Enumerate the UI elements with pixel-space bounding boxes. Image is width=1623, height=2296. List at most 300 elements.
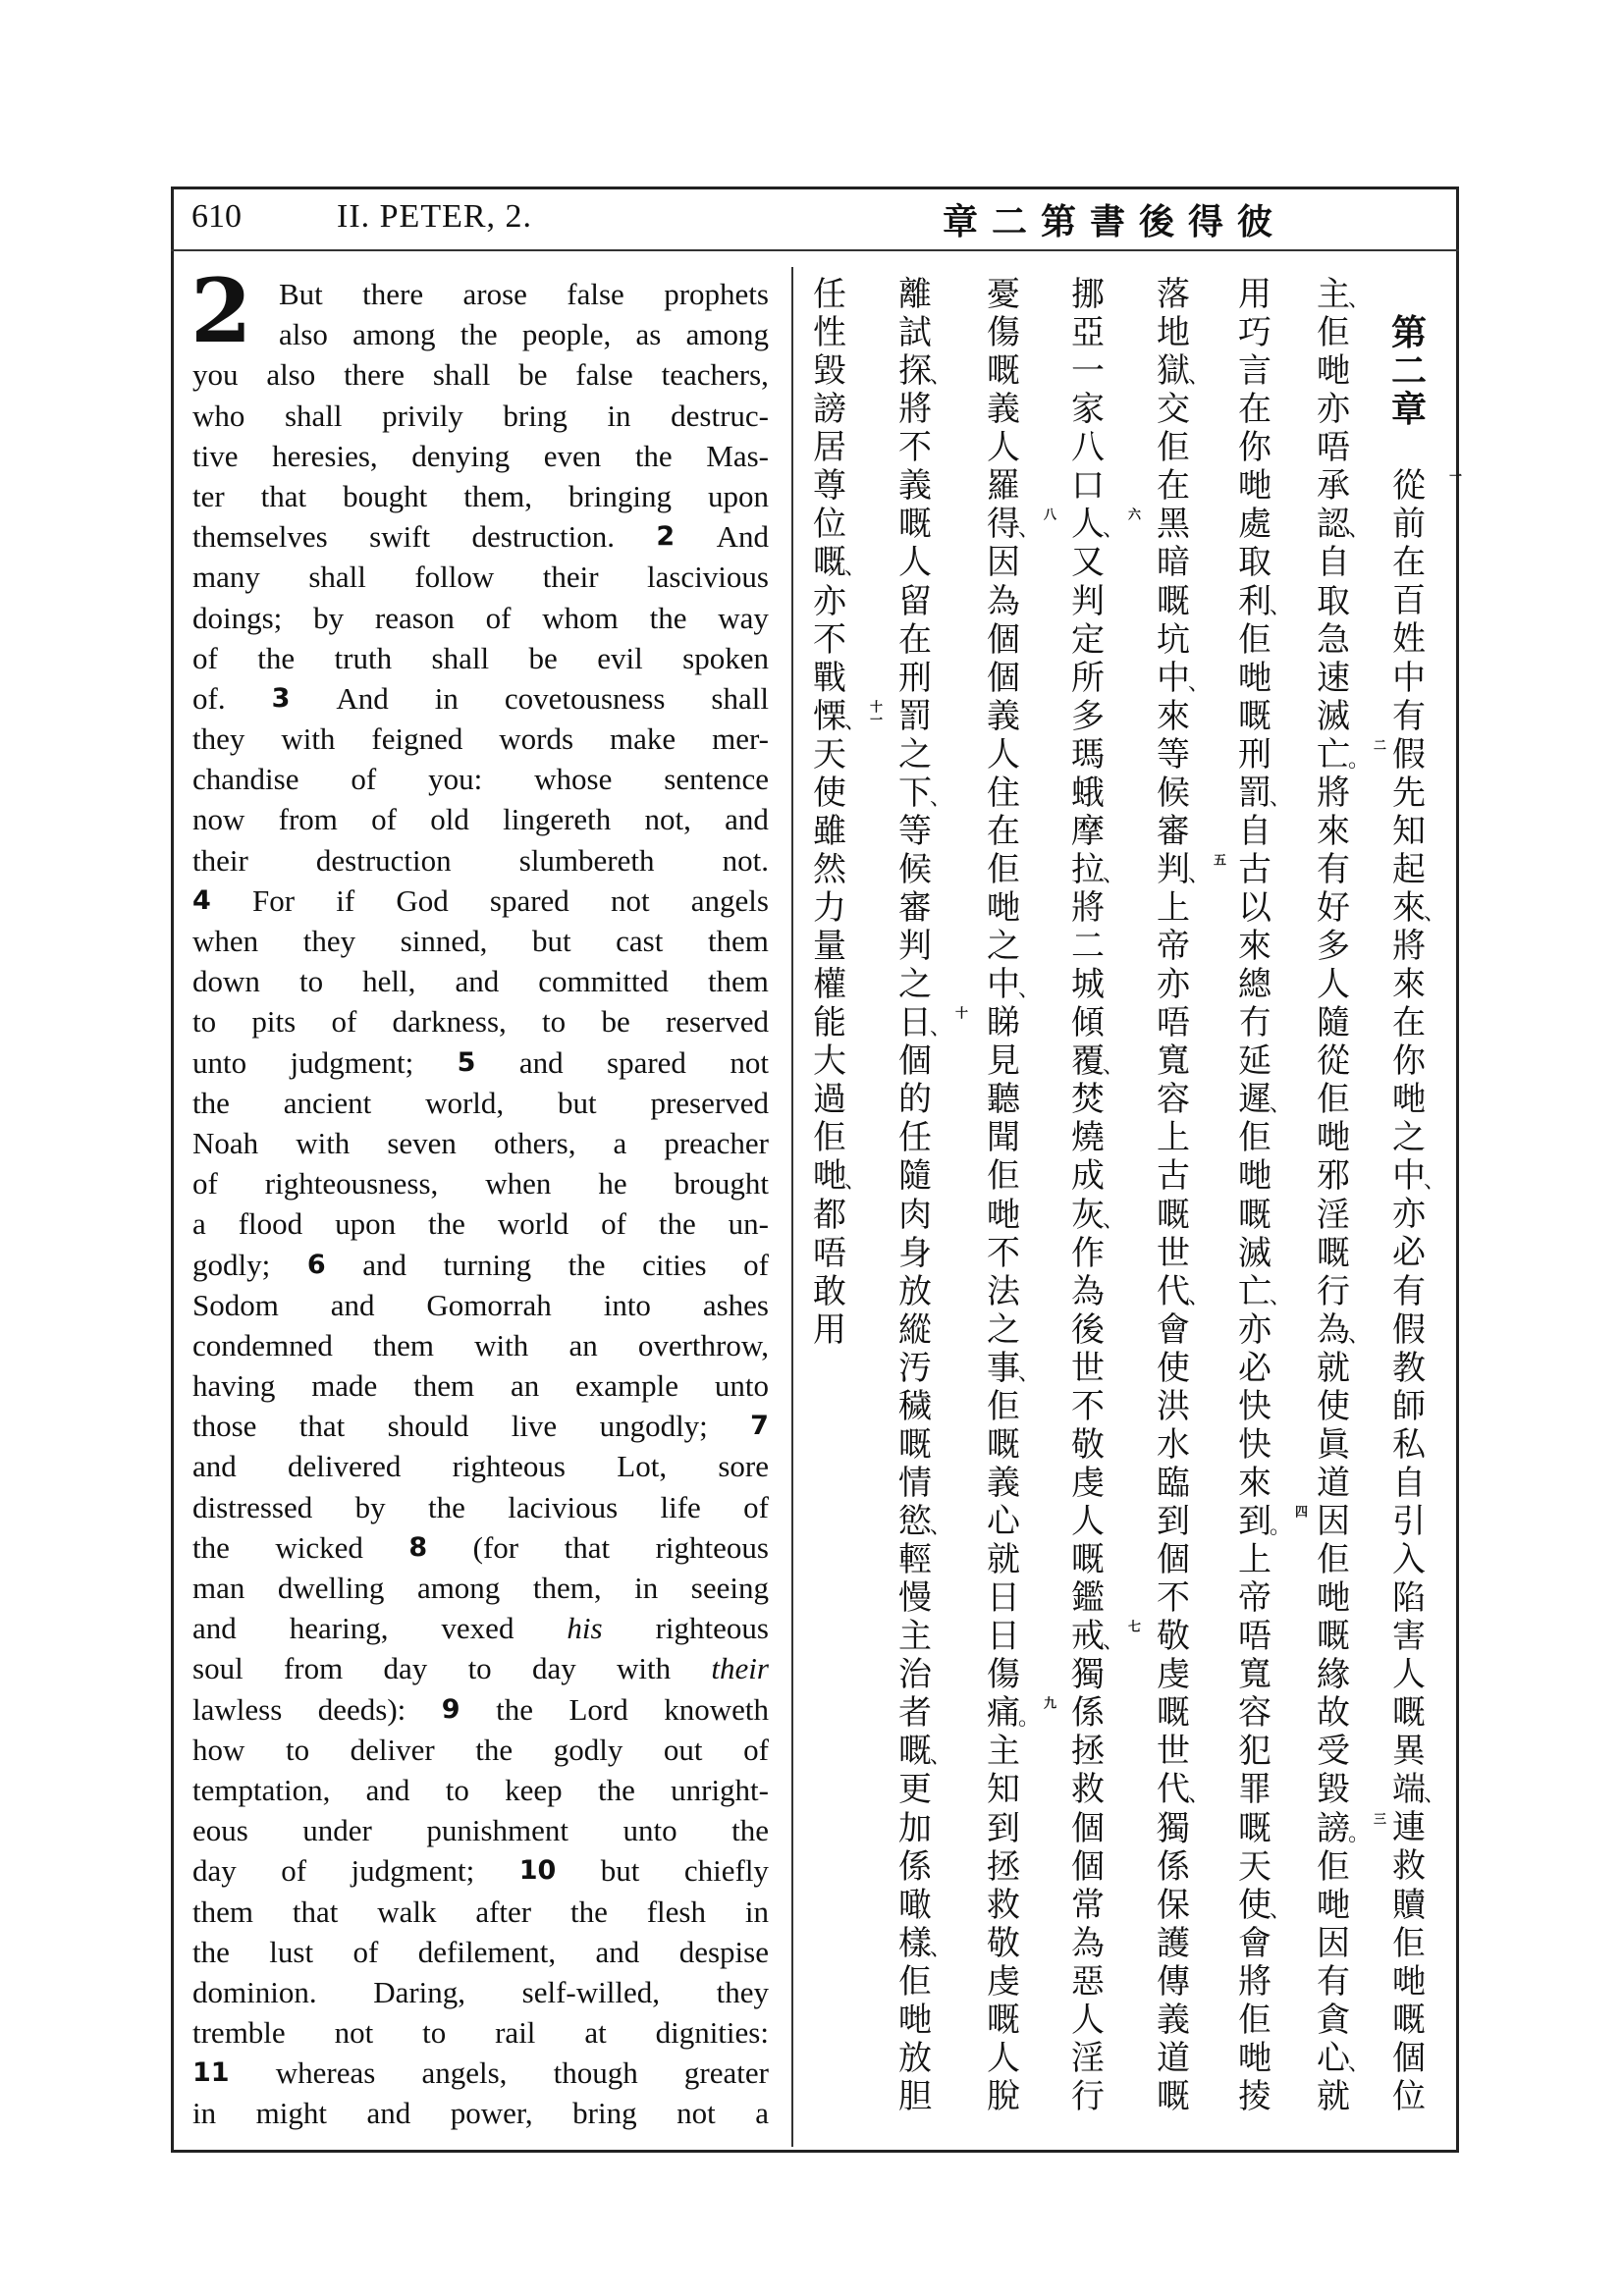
chinese-char: 嘅 、 bbox=[898, 1732, 952, 1772]
punctuation: 、 bbox=[1270, 1897, 1292, 1923]
word: with bbox=[617, 1651, 672, 1686]
text-line bbox=[192, 1487, 769, 1527]
word: their bbox=[542, 560, 599, 595]
chinese-char: 放 bbox=[898, 2038, 932, 2078]
word: Sodom bbox=[192, 1287, 279, 1322]
chinese-char: 虔 bbox=[1157, 1655, 1190, 1695]
word: truth bbox=[334, 640, 393, 675]
text-line bbox=[192, 1001, 769, 1041]
heading-char: 二 bbox=[1390, 350, 1427, 393]
chinese-char: 行 bbox=[1317, 1271, 1350, 1311]
chinese-char: 亦 bbox=[1238, 1309, 1271, 1350]
book-reference: II. PETER, 2. bbox=[337, 198, 533, 235]
chinese-char: 個 bbox=[898, 1041, 932, 1082]
word: from bbox=[283, 1651, 344, 1686]
chinese-column bbox=[1213, 275, 1307, 2116]
chinese-char: 治 bbox=[898, 1655, 932, 1695]
word: words bbox=[499, 721, 574, 757]
word: into bbox=[603, 1287, 651, 1322]
word: of bbox=[743, 1489, 769, 1524]
chinese-char: 用 bbox=[1238, 275, 1271, 314]
chinese-char: 佢 bbox=[987, 849, 1020, 889]
word: with bbox=[474, 1327, 529, 1362]
word: darkness, bbox=[392, 1004, 507, 1040]
chinese-column bbox=[1291, 275, 1385, 2116]
word: made bbox=[311, 1368, 378, 1404]
chinese-char: 獄 、 bbox=[1157, 351, 1211, 392]
chinese-char: 來 bbox=[1238, 1463, 1271, 1503]
chinese-char: 個 bbox=[1157, 1540, 1190, 1580]
chinese-char: 隨 bbox=[1317, 1003, 1350, 1043]
chinese-char: 上 bbox=[1238, 1540, 1271, 1580]
chinese-char: 人 bbox=[987, 2038, 1020, 2078]
word: tive bbox=[192, 438, 239, 473]
chinese-char: 中 bbox=[1392, 658, 1426, 698]
text-line bbox=[192, 1245, 769, 1285]
text-line bbox=[192, 1648, 769, 1688]
word: that bbox=[298, 1409, 346, 1444]
chinese-char: 容 bbox=[1157, 1080, 1190, 1120]
chinese-char: 住 bbox=[987, 773, 1020, 813]
word: upon bbox=[335, 1206, 397, 1242]
chinese-char: 嘅 bbox=[1392, 2000, 1426, 2040]
chinese-char: 身 bbox=[898, 1233, 932, 1273]
verse-marker: 六 bbox=[1125, 507, 1140, 521]
chinese-char: 嘅 bbox=[898, 505, 932, 545]
punctuation: 、 bbox=[1188, 670, 1211, 696]
word: and bbox=[725, 802, 769, 837]
chinese-char: 哋 bbox=[1238, 2038, 1271, 2078]
chinese-char: 自 bbox=[1238, 811, 1271, 851]
word: the bbox=[568, 1247, 606, 1282]
chinese-char: 中 、 bbox=[1157, 658, 1211, 698]
punctuation: 、 bbox=[930, 1515, 952, 1539]
chinese-char: 佢 bbox=[1317, 1540, 1350, 1580]
word: the bbox=[192, 1934, 230, 1969]
word: despise bbox=[678, 1934, 769, 1969]
chinese-char: 鑑 bbox=[1071, 1578, 1105, 1619]
punctuation: 、 bbox=[1103, 1054, 1125, 1080]
word: as bbox=[635, 317, 662, 352]
word: righteousness, bbox=[264, 1166, 439, 1201]
chinese-char: 暗 bbox=[1157, 543, 1190, 583]
chinese-char: 候 bbox=[898, 849, 932, 889]
text-line bbox=[192, 1325, 769, 1365]
chinese-char: 容 bbox=[1238, 1693, 1271, 1734]
punctuation: 。 bbox=[1348, 1821, 1371, 1846]
word: the bbox=[649, 600, 687, 635]
chinese-running-title: 彼得後書第二章 bbox=[943, 201, 1287, 242]
word: Lord bbox=[568, 1691, 628, 1727]
chinese-char: 淫 bbox=[1071, 2038, 1105, 2078]
word: reserved bbox=[665, 1004, 769, 1040]
punctuation: 、 bbox=[844, 1169, 867, 1195]
punctuation: 、 bbox=[1018, 517, 1041, 543]
word: turning bbox=[443, 1247, 532, 1282]
chinese-char: 哋 bbox=[1238, 658, 1271, 698]
verse-number: 4 bbox=[192, 884, 211, 916]
word: spared bbox=[489, 882, 569, 918]
chinese-char: 佢 bbox=[1317, 313, 1350, 353]
word: dignities: bbox=[655, 2015, 769, 2051]
text-line bbox=[279, 274, 769, 314]
chinese-char: 謗 。 三 bbox=[1317, 1808, 1385, 1848]
chinese-char: 拯 bbox=[987, 1846, 1020, 1887]
word: who bbox=[192, 398, 245, 433]
text-line bbox=[192, 1042, 769, 1083]
text-line bbox=[192, 1285, 769, 1325]
chinese-char: 急 bbox=[1317, 619, 1350, 660]
word: even bbox=[543, 438, 602, 473]
verse-marker: 一 bbox=[1446, 469, 1461, 483]
word: committed bbox=[538, 964, 669, 999]
chinese-char: 嘅 、 bbox=[813, 543, 867, 583]
word: live bbox=[511, 1409, 558, 1444]
word: by bbox=[354, 1489, 386, 1524]
word: be bbox=[518, 357, 548, 393]
chinese-char: 之 bbox=[987, 927, 1020, 967]
punctuation: 、 bbox=[930, 364, 952, 390]
word: greater bbox=[683, 2056, 769, 2091]
chinese-char: 力 bbox=[813, 888, 846, 928]
word: but bbox=[531, 924, 571, 958]
chinese-char: 佢 bbox=[1157, 428, 1190, 468]
chinese-char: 敢 bbox=[813, 1271, 846, 1311]
word: the bbox=[192, 1529, 230, 1565]
chinese-char: 自 bbox=[1317, 543, 1350, 583]
text-line bbox=[192, 1730, 769, 1770]
word: out bbox=[663, 1732, 703, 1767]
word: the bbox=[192, 1085, 230, 1120]
chinese-char: 帝 bbox=[1157, 927, 1190, 967]
text-line bbox=[192, 1892, 769, 1932]
text-line bbox=[192, 1972, 769, 2012]
chinese-char: 者 bbox=[898, 1693, 932, 1734]
word: un- bbox=[728, 1206, 769, 1242]
chinese-char: 隨 bbox=[898, 1156, 932, 1197]
word: but bbox=[558, 1085, 597, 1120]
chinese-char: 利 、 bbox=[1238, 581, 1292, 621]
word: angels, bbox=[421, 2056, 508, 2091]
word: there bbox=[362, 277, 424, 311]
chinese-char: 慾 、 bbox=[898, 1502, 952, 1541]
chinese-char: 有 bbox=[1392, 696, 1426, 736]
chinese-char: 位 bbox=[813, 505, 846, 545]
chinese-char: 冇 bbox=[1238, 1003, 1271, 1043]
text-line bbox=[192, 1810, 769, 1850]
chinese-column bbox=[1367, 276, 1461, 2116]
chinese-char: 來 bbox=[1157, 696, 1190, 736]
word: and bbox=[192, 1449, 237, 1484]
text-line bbox=[192, 638, 769, 678]
chinese-char: 一 bbox=[1071, 351, 1105, 392]
word: the bbox=[257, 640, 296, 675]
chinese-char: 戒 、 七 bbox=[1071, 1617, 1140, 1657]
punctuation: 、 bbox=[1270, 1093, 1292, 1118]
chinese-char: 到 bbox=[987, 1808, 1020, 1848]
word: seeing bbox=[690, 1571, 769, 1605]
chinese-char: 毀 bbox=[813, 351, 846, 392]
chinese-char: 哋 bbox=[1392, 1080, 1426, 1120]
word: of. bbox=[192, 680, 226, 716]
word: that bbox=[260, 478, 307, 513]
chinese-char: 快 bbox=[1238, 1386, 1271, 1426]
chinese-char: 端 、 bbox=[1392, 1770, 1446, 1810]
chinese-char: 道 bbox=[1317, 1463, 1350, 1503]
chinese-char: 惡 bbox=[1071, 1961, 1105, 2002]
word: preacher bbox=[664, 1125, 769, 1160]
chinese-char: 言 bbox=[1238, 351, 1271, 392]
word: deliver bbox=[350, 1732, 435, 1767]
chinese-char: 私 bbox=[1392, 1424, 1426, 1465]
word: an bbox=[568, 1327, 598, 1362]
chinese-char: 事 、 bbox=[987, 1348, 1041, 1388]
chinese-char: 聞 bbox=[987, 1118, 1020, 1158]
text-line bbox=[192, 1123, 769, 1163]
word: they bbox=[716, 1974, 769, 2009]
chinese-char: 起 bbox=[1392, 849, 1426, 889]
chinese-char: 佢 bbox=[1238, 2000, 1271, 2040]
chinese-char: 二 bbox=[1071, 927, 1105, 967]
word: and bbox=[362, 1247, 406, 1282]
chinese-char: 都 bbox=[813, 1195, 846, 1235]
word: the bbox=[634, 438, 673, 473]
chinese-char: 家 bbox=[1071, 390, 1105, 430]
chinese-char: 主 bbox=[898, 1617, 932, 1657]
text-line bbox=[192, 1689, 769, 1730]
chinese-char: 受 bbox=[1317, 1732, 1350, 1772]
word: how bbox=[192, 1732, 245, 1767]
italic-word: their bbox=[711, 1651, 769, 1686]
word: them bbox=[707, 964, 769, 999]
chinese-char: 救 bbox=[1071, 1770, 1105, 1810]
word: not. bbox=[722, 842, 769, 878]
word: bought bbox=[343, 478, 428, 513]
word: chiefly bbox=[683, 1853, 769, 1889]
chinese-char: 將 bbox=[1238, 1961, 1271, 2002]
word: whereas bbox=[275, 2056, 376, 2091]
chinese-char: 延 bbox=[1238, 1041, 1271, 1082]
chinese-char: 個 bbox=[1392, 2038, 1426, 2078]
word: lacivious bbox=[508, 1489, 619, 1524]
chinese-char: 嘅 bbox=[1157, 581, 1190, 621]
chinese-char: 地 bbox=[1157, 313, 1190, 353]
word: walk bbox=[377, 1894, 437, 1929]
word: shall bbox=[284, 398, 343, 433]
chinese-char: 從 bbox=[1317, 1041, 1350, 1082]
chinese-char: 得 、 八 bbox=[987, 505, 1055, 545]
verse-marker: 七 bbox=[1125, 1620, 1140, 1633]
chinese-char: 取 bbox=[1238, 543, 1271, 583]
word: the bbox=[597, 1772, 635, 1807]
chinese-char: 多 bbox=[1071, 696, 1105, 736]
punctuation: 、 bbox=[1424, 1783, 1446, 1808]
chinese-char: 嘅 bbox=[1238, 1195, 1271, 1235]
word: deeds): bbox=[317, 1691, 406, 1727]
chinese-char: 來 bbox=[1238, 927, 1271, 967]
chinese-char: 在 bbox=[1392, 543, 1426, 583]
chinese-char: 灰 、 bbox=[1071, 1195, 1125, 1235]
chinese-char: 人 bbox=[1392, 1655, 1426, 1695]
chinese-char: 佢 bbox=[898, 1961, 932, 2002]
word: slumbereth bbox=[518, 842, 655, 878]
punctuation: 、 bbox=[1188, 1783, 1211, 1808]
chinese-char: 成 bbox=[1071, 1156, 1105, 1197]
word: them bbox=[192, 1894, 253, 1929]
chinese-char: 人 bbox=[1071, 2000, 1105, 2040]
chinese-char: 到 bbox=[1157, 1502, 1190, 1541]
chinese-char: 審 bbox=[898, 888, 932, 928]
word: not, bbox=[644, 802, 691, 837]
word: day bbox=[531, 1651, 576, 1686]
chinese-char: 義 bbox=[1157, 2000, 1190, 2040]
chinese-char: 然 bbox=[813, 849, 846, 889]
chinese-char: 不 bbox=[898, 428, 932, 468]
word: evil bbox=[597, 640, 643, 675]
chinese-char: 唔 bbox=[1157, 1003, 1190, 1043]
chinese-char: 留 bbox=[898, 581, 932, 621]
verse-number: 8 bbox=[408, 1531, 428, 1563]
chinese-char: 任 bbox=[813, 275, 846, 314]
chinese-char: 罰 bbox=[898, 696, 932, 736]
chinese-char: 樣 、 bbox=[898, 1923, 952, 1963]
chinese-char: 佢 bbox=[987, 1156, 1020, 1197]
chinese-char: 日 、 十 bbox=[898, 1003, 967, 1043]
word: might bbox=[255, 2096, 327, 2131]
verse-number: 5 bbox=[457, 1046, 476, 1078]
word: tremble bbox=[192, 2015, 286, 2051]
chinese-char: 心 、 bbox=[1317, 2038, 1371, 2078]
verse-number: 7 bbox=[750, 1411, 769, 1442]
chinese-char: 日 bbox=[987, 1617, 1020, 1657]
chapter-heading bbox=[1367, 276, 1451, 467]
verse-number: 9 bbox=[441, 1693, 460, 1725]
chinese-char: 中 、 bbox=[1392, 1156, 1446, 1197]
word: and bbox=[595, 1934, 640, 1969]
word: their bbox=[192, 842, 248, 878]
chinese-char: 哋 bbox=[1392, 1961, 1426, 2002]
word: be bbox=[528, 640, 558, 675]
chinese-char: 救 bbox=[987, 1885, 1020, 1925]
chinese-char: 候 bbox=[1157, 773, 1190, 813]
chinese-char: 眞 bbox=[1317, 1424, 1350, 1465]
chinese-char: 哋 bbox=[1238, 466, 1271, 507]
chinese-char: 行 bbox=[1071, 2076, 1105, 2116]
chinese-char: 坑 bbox=[1157, 619, 1190, 660]
chinese-char: 佢 bbox=[987, 1386, 1020, 1426]
word: shall bbox=[711, 680, 769, 716]
chinese-char: 脫 bbox=[987, 2076, 1020, 2116]
word: that bbox=[564, 1529, 611, 1565]
word: arose bbox=[462, 277, 527, 311]
verse-number: 11 bbox=[192, 2057, 230, 2089]
punctuation: 、 bbox=[844, 556, 867, 581]
punctuation: 、 bbox=[1348, 517, 1371, 543]
chinese-char: 知 bbox=[987, 1770, 1020, 1810]
chinese-char: 洪 bbox=[1157, 1386, 1190, 1426]
word: flesh bbox=[646, 1894, 706, 1929]
word: temptation, bbox=[192, 1772, 331, 1807]
chinese-char: 試 bbox=[898, 313, 932, 353]
word: mer- bbox=[712, 721, 769, 757]
chinese-char: 憂 bbox=[987, 275, 1020, 314]
chinese-char: 之 bbox=[987, 1309, 1020, 1350]
word: God bbox=[396, 882, 449, 918]
chinese-char: 慢 bbox=[898, 1578, 932, 1619]
word: a bbox=[192, 1206, 206, 1242]
chinese-char: 人 bbox=[1071, 1502, 1105, 1541]
word: in bbox=[434, 680, 459, 716]
chinese-char: 性 bbox=[813, 313, 846, 353]
chinese-char: 認 、 bbox=[1317, 505, 1371, 545]
chinese-char: 城 bbox=[1071, 965, 1105, 1005]
word: seven bbox=[387, 1125, 457, 1160]
chinese-char: 古 bbox=[1238, 849, 1271, 889]
word: sentence bbox=[664, 762, 769, 797]
chinese-char: 假 bbox=[1392, 1309, 1426, 1350]
word: and bbox=[455, 964, 500, 999]
word: a bbox=[755, 2096, 769, 2131]
chinese-char: 在 bbox=[898, 619, 932, 660]
chinese-char: 亦 bbox=[813, 581, 846, 621]
word: vexed bbox=[441, 1611, 514, 1646]
punctuation: 、 bbox=[1018, 1361, 1041, 1386]
chinese-char: 哋 bbox=[987, 1195, 1020, 1235]
chinese-char: 掕 bbox=[1238, 2076, 1271, 2116]
word: Lot, bbox=[617, 1449, 668, 1484]
word: to bbox=[445, 1772, 469, 1807]
word: spared bbox=[607, 1044, 686, 1080]
chinese-char: 為 bbox=[987, 581, 1020, 621]
chinese-char: 係 bbox=[1071, 1693, 1105, 1734]
chinese-char: 滅 bbox=[1317, 696, 1350, 736]
chinese-char: 量 bbox=[813, 927, 846, 967]
chinese-char: 人 bbox=[898, 543, 932, 583]
chinese-char: 唔 bbox=[813, 1233, 846, 1273]
word: in bbox=[192, 2096, 217, 2131]
word: them, bbox=[463, 478, 532, 513]
chinese-char: 傾 bbox=[1071, 1003, 1105, 1043]
word: not bbox=[610, 882, 650, 918]
chinese-char: 嘅 bbox=[987, 1424, 1020, 1465]
verse-number: 10 bbox=[518, 1855, 557, 1887]
word: to bbox=[298, 964, 324, 999]
word: sore bbox=[718, 1449, 769, 1484]
chinese-column bbox=[873, 275, 967, 2116]
chinese-char: 嘅 bbox=[1317, 1233, 1350, 1273]
punctuation: 、 bbox=[1103, 1207, 1125, 1233]
chinese-column bbox=[961, 275, 1055, 2116]
chinese-char: 個 bbox=[1071, 1846, 1105, 1887]
chinese-char: 佢 bbox=[1317, 1846, 1350, 1887]
word: life bbox=[660, 1489, 701, 1524]
word: in bbox=[634, 1571, 659, 1605]
chinese-char: 使 、 bbox=[1238, 1885, 1292, 1925]
chinese-char: 摩 bbox=[1071, 811, 1105, 851]
chinese-char: 判 bbox=[1071, 581, 1105, 621]
chinese-char: 寬 bbox=[1238, 1655, 1271, 1695]
chinese-char: 教 bbox=[1392, 1348, 1426, 1388]
chinese-char: 焚 bbox=[1071, 1080, 1105, 1120]
chinese-char: 權 bbox=[813, 965, 846, 1005]
word: unright- bbox=[671, 1772, 769, 1807]
chinese-char: 有 bbox=[1317, 1961, 1350, 2002]
word: And bbox=[716, 519, 769, 555]
word: should bbox=[387, 1409, 469, 1444]
word: swift bbox=[369, 519, 431, 555]
verse-number: 2 bbox=[656, 521, 676, 553]
word: dominion. bbox=[192, 1974, 317, 2009]
